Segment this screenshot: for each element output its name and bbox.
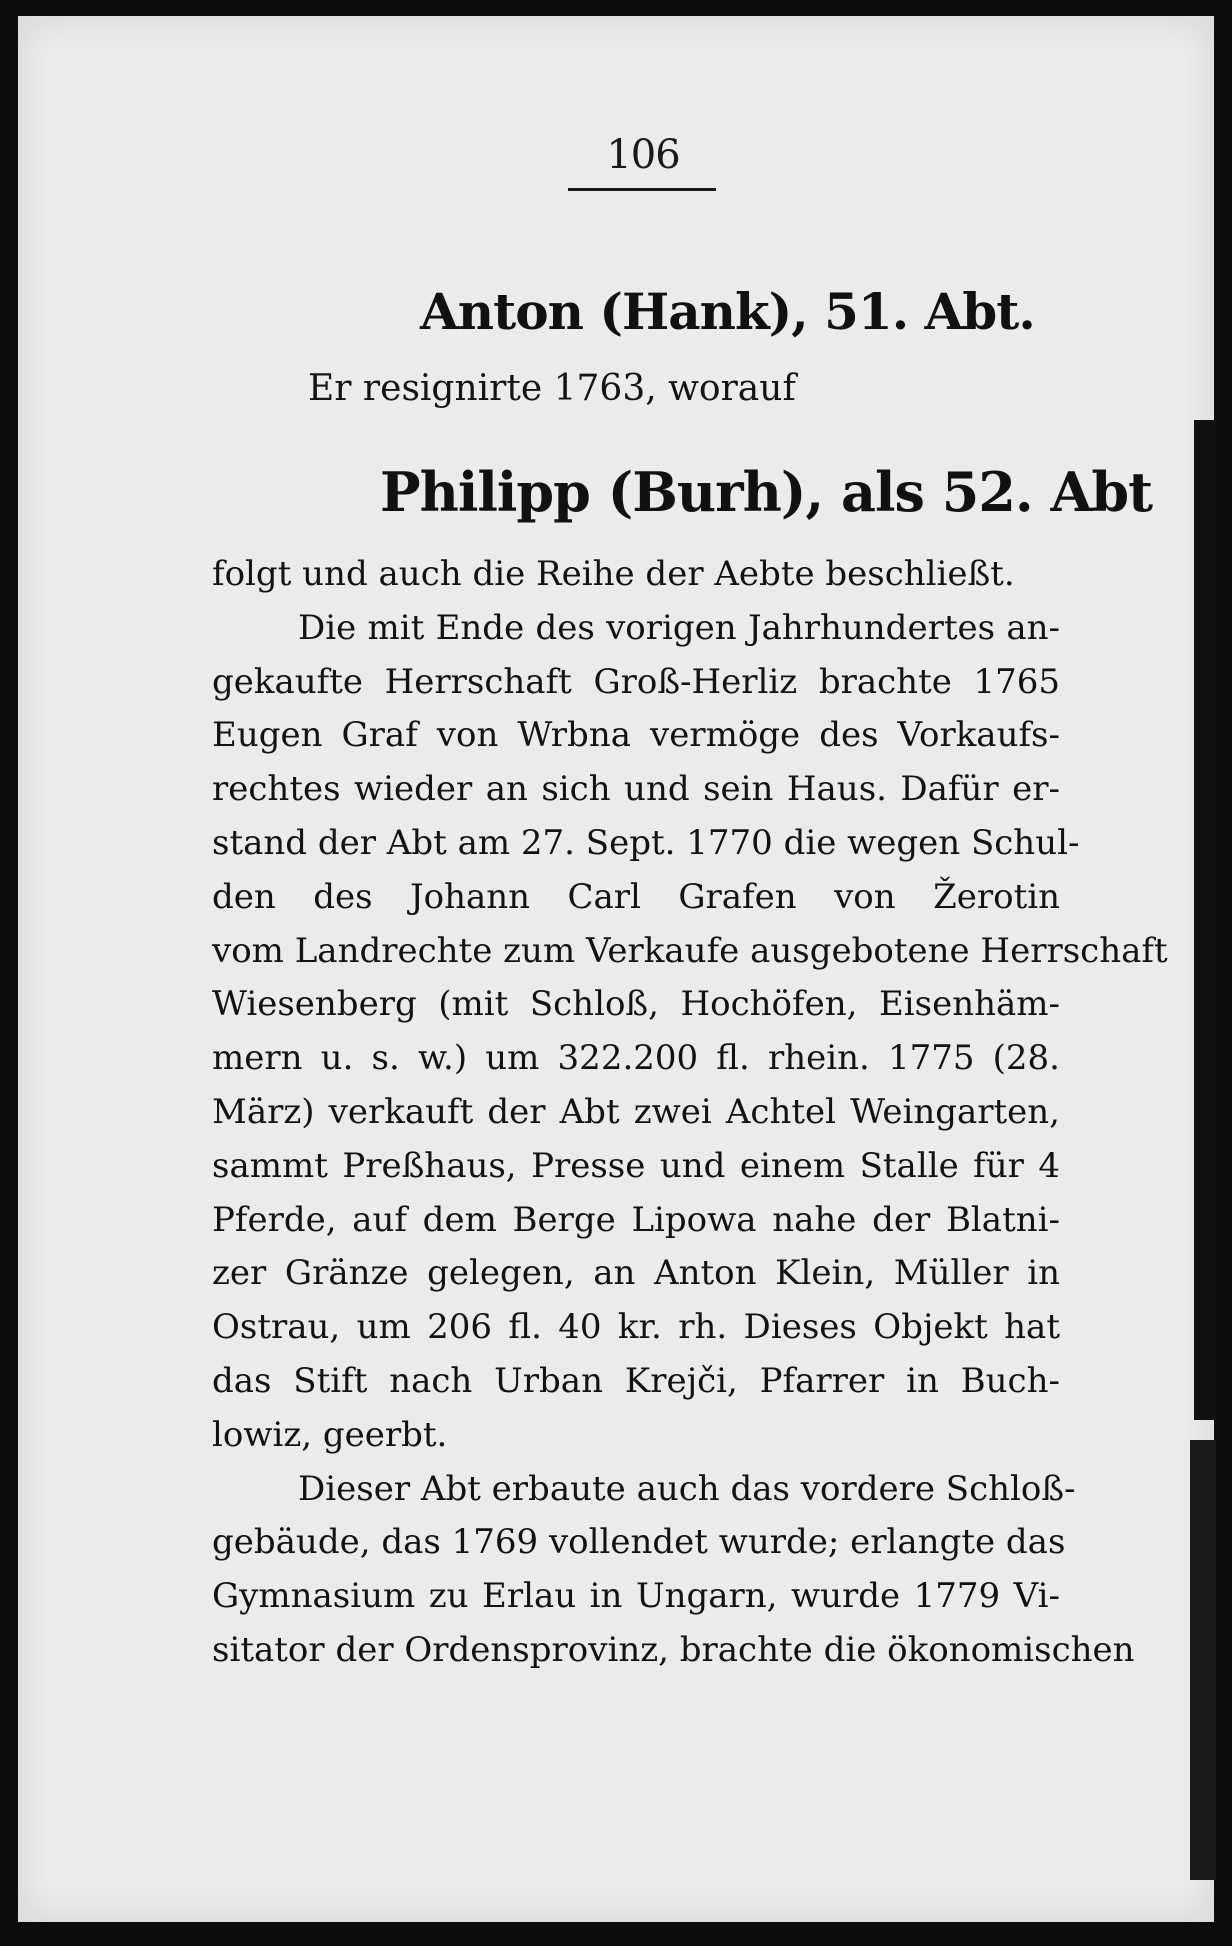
page-number-rule xyxy=(568,188,716,191)
body-text xyxy=(212,548,1168,1678)
text-line: mern u. s. w.) um 322.200 fl. rhein. 1775 (28. xyxy=(212,1038,1060,1079)
text-line: rechtes wieder an sich und sein Haus. Dafür er- xyxy=(212,769,1060,810)
text-line: das Stift nach Urban Krejči, Pfarrer in Buch- xyxy=(212,1360,1060,1401)
text-line: Wiesenberg (mit Schloß, Hochöfen, Eisenhäm- xyxy=(212,984,1060,1025)
text-line: zer Gränze gelegen, an Anton Klein, Müller in xyxy=(212,1253,1060,1294)
text-line: Pferde, auf dem Berge Lipowa nahe der Blatni- xyxy=(212,1199,1060,1240)
page-edge-shadow xyxy=(1194,420,1216,1420)
text-line: Gymnasium zu Erlau in Ungarn, wurde 1779 Vi- xyxy=(212,1576,1060,1617)
page-edge-shadow-lower xyxy=(1190,1440,1216,1880)
page-number: 106 xyxy=(606,132,680,178)
heading-philipp: Philipp (Burh), als 52. Abt xyxy=(380,460,1153,524)
text-line: den des Johann Carl Grafen von Žerotin xyxy=(212,876,1060,917)
text-line: vom Landrechte zum Verkaufe ausgebotene Herrschaft xyxy=(212,930,1168,971)
text-line: Eugen Graf von Wrbna vermöge des Vorkaufs- xyxy=(212,715,1060,756)
text-line: stand der Abt am 27. Sept. 1770 die wegen Schul- xyxy=(212,822,1080,863)
text-line: März) verkauft der Abt zwei Achtel Weingarten, xyxy=(212,1091,1060,1132)
text-line: Dieser Abt erbaute auch das vordere Schloß- xyxy=(298,1468,1076,1509)
text-line: sitator der Ordensprovinz, brachte die ökonomischen xyxy=(212,1629,1135,1670)
text-line: lowiz, geerbt. xyxy=(212,1414,448,1455)
text-line: gekaufte Herrschaft Groß-Herliz brachte 1765 xyxy=(212,661,1060,702)
text-line: gebäude, das 1769 vollendet wurde; erlangte das xyxy=(212,1522,1066,1563)
text-line: Ostrau, um 206 fl. 40 kr. rh. Dieses Objekt hat xyxy=(212,1307,1060,1348)
text-line: folgt und auch die Reihe der Aebte beschließt. xyxy=(212,554,1015,594)
text-line: Die mit Ende des vorigen Jahrhundertes an- xyxy=(298,607,1060,648)
text-line: sammt Preßhaus, Presse und einem Stalle für 4 xyxy=(212,1145,1060,1186)
heading-anton: Anton (Hank), 51. Abt. xyxy=(420,282,1035,341)
resignation-line: Er resignirte 1763, worauf xyxy=(308,368,796,409)
